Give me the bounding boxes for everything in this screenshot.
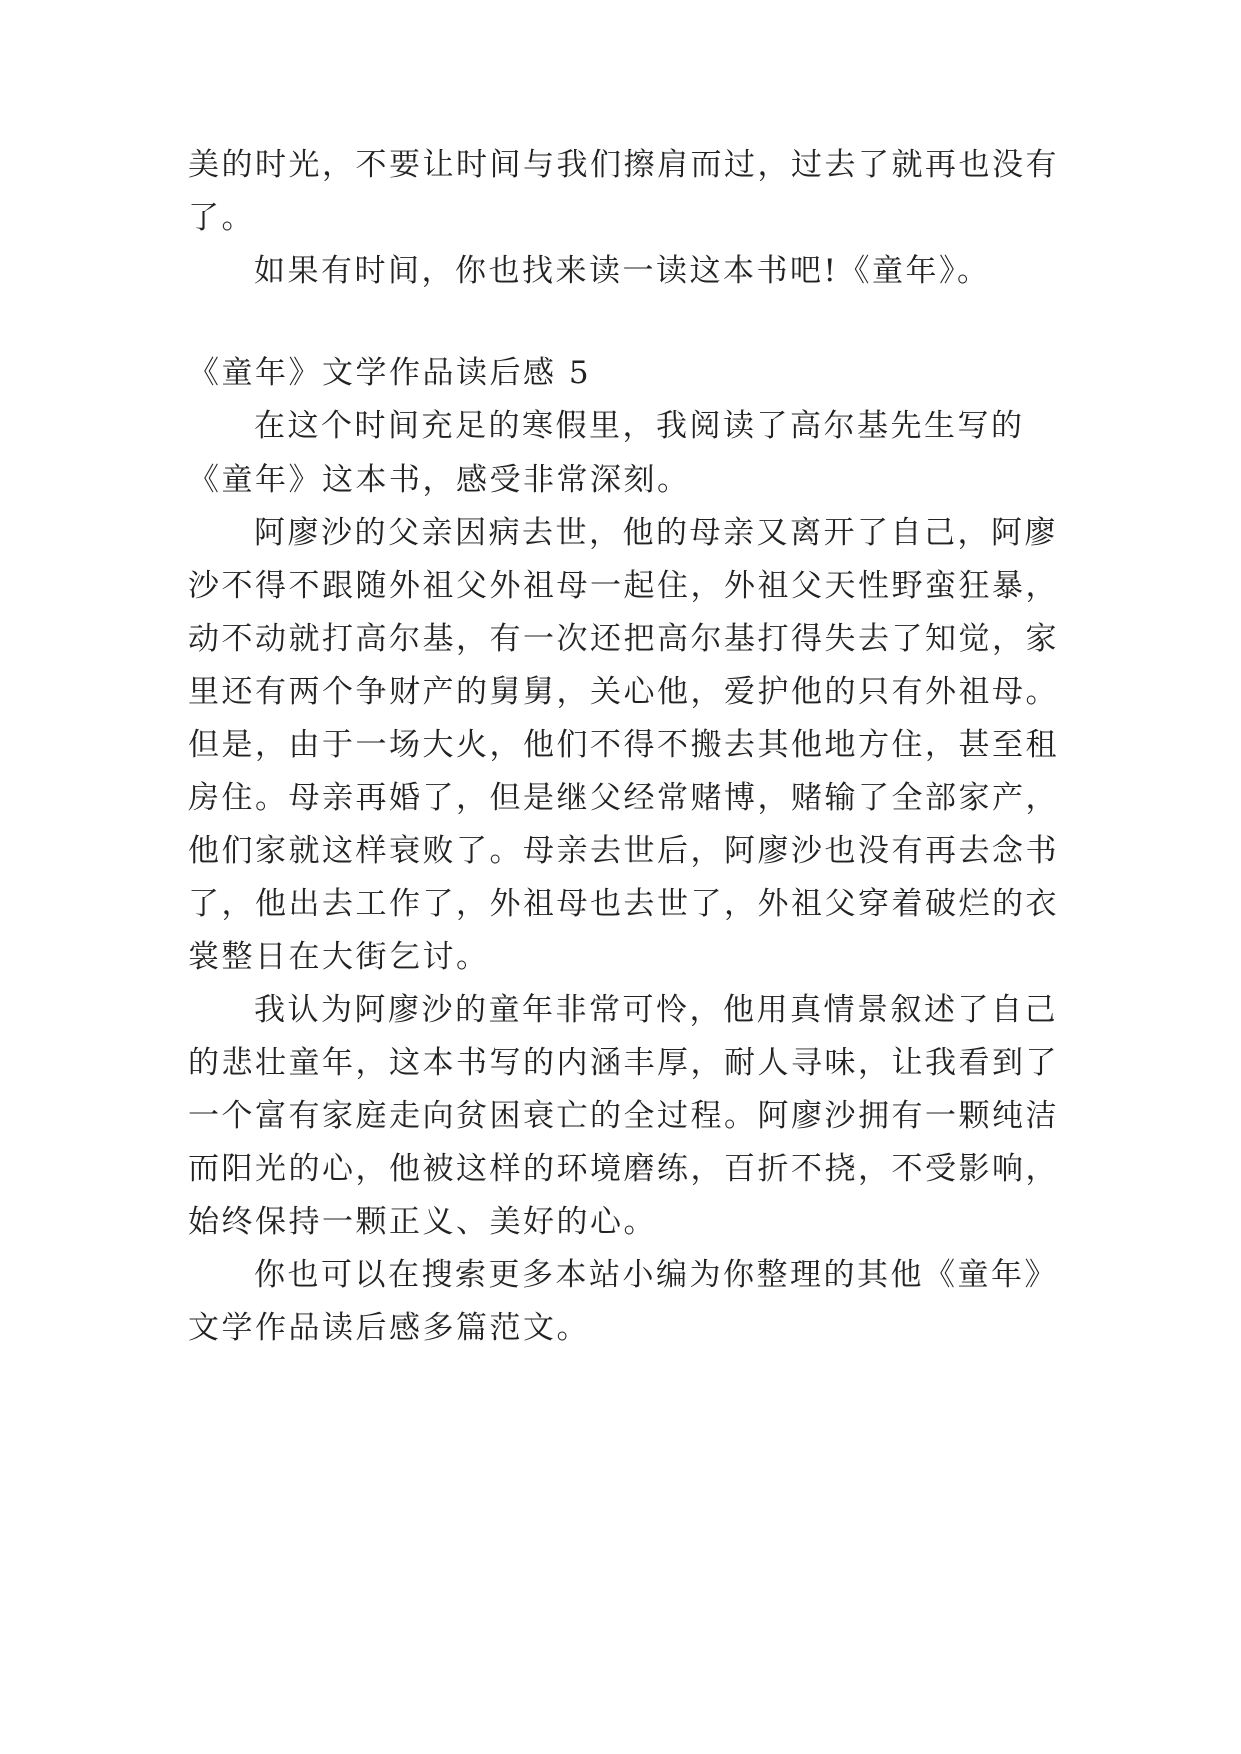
- paragraph-line: 房住。母亲再婚了，但是继父经常赌博，赌输了全部家产，: [188, 780, 1059, 816]
- paragraph-line: 动不动就打高尔基，有一次还把高尔基打得失去了知觉，家: [188, 621, 1059, 657]
- paragraph-line: 但是，由于一场大火，他们不得不搬去其他地方住，甚至租: [188, 727, 1059, 763]
- paragraph-line: 始终保持一颗正义、美好的心。: [188, 1204, 657, 1240]
- paragraph-line: 裳整日在大街乞讨。: [188, 939, 490, 975]
- paragraph-line: 在这个时间充足的寒假里，我阅读了高尔基先生写的: [254, 408, 1025, 444]
- paragraph-line: 文学作品读后感多篇范文。: [188, 1310, 590, 1346]
- paragraph-line: 了，他出去工作了，外祖母也去世了，外祖父穿着破烂的衣: [188, 886, 1059, 922]
- paragraph-line: 了。: [188, 200, 255, 236]
- paragraph-line: 沙不得不跟随外祖父外祖母一起住，外祖父天性野蛮狂暴，: [188, 568, 1059, 604]
- paragraph-line: 《童年》这本书，感受非常深刻。: [188, 462, 691, 498]
- paragraph-line: 他们家就这样衰败了。母亲去世后，阿廖沙也没有再去念书: [188, 833, 1059, 869]
- paragraph-line: 你也可以在搜索更多本站小编为你整理的其他《童年》: [254, 1257, 1058, 1293]
- paragraph-line: 如果有时间，你也找来读一读这本书吧!《童年》。: [254, 253, 991, 289]
- paragraph-line: 而阳光的心，他被这样的环境磨练，百折不挠，不受影响，: [188, 1151, 1059, 1187]
- paragraph-line: 我认为阿廖沙的童年非常可怜，他用真情景叙述了自己: [254, 992, 1058, 1028]
- paragraph-line: 的悲壮童年，这本书写的内涵丰厚，耐人寻味，让我看到了: [188, 1045, 1059, 1081]
- paragraph-line: 美的时光，不要让时间与我们擦肩而过，过去了就再也没有: [188, 147, 1059, 183]
- paragraph-line: 一个富有家庭走向贫困衰亡的全过程。阿廖沙拥有一颗纯洁: [188, 1098, 1059, 1134]
- paragraph-line: 阿廖沙的父亲因病去世，他的母亲又离开了自己，阿廖: [254, 515, 1058, 551]
- paragraph-line: 里还有两个争财产的舅舅，关心他，爱护他的只有外祖母。: [188, 674, 1059, 710]
- section-heading: 《童年》文学作品读后感 5: [188, 355, 592, 391]
